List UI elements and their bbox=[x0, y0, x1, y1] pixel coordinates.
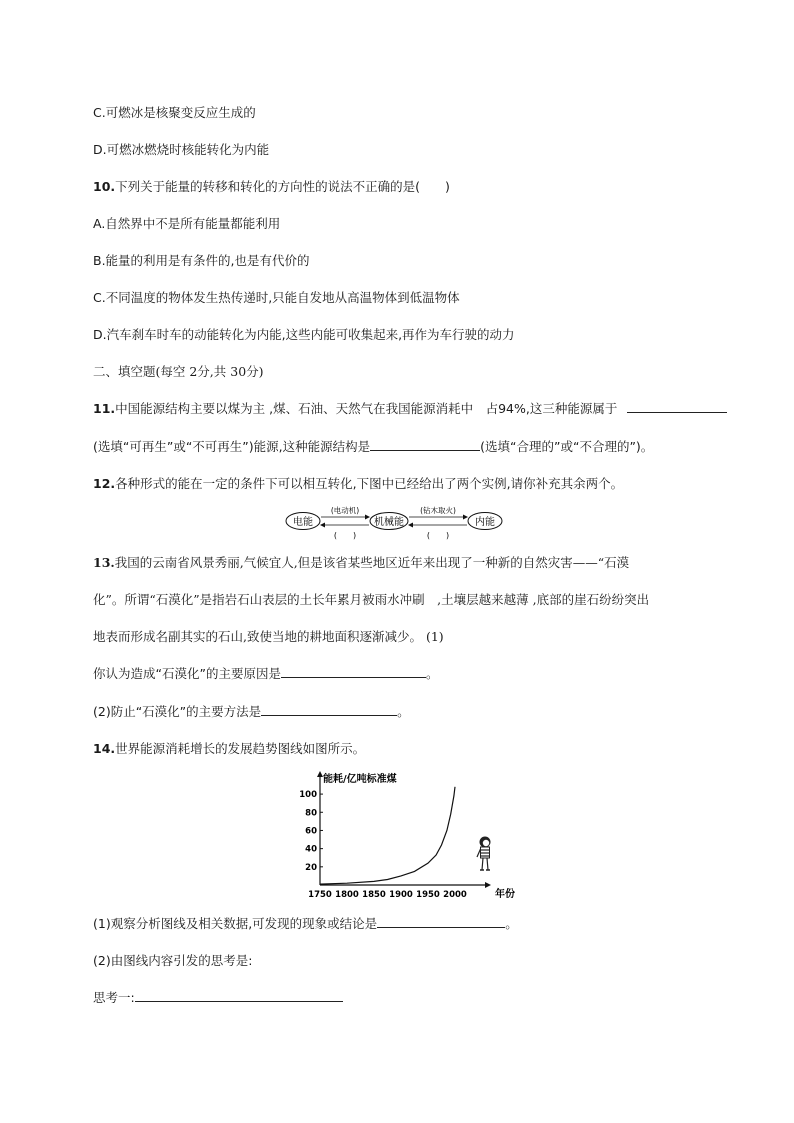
option-c-q10: C.不同温度的物体发生热传递时,只能自发地从高温物体到低温物体 bbox=[93, 290, 460, 305]
y-tick-label: 20 bbox=[305, 862, 317, 873]
question-text: 你认为造成“石漠化”的主要原因是 bbox=[93, 666, 281, 681]
question-14-think1 bbox=[93, 988, 343, 1006]
question-14-part1 bbox=[93, 914, 518, 932]
x-axis-arrow bbox=[485, 882, 491, 888]
question-text: (选填“合理的”或“不合理的”)。 bbox=[480, 439, 654, 454]
arrowhead bbox=[408, 523, 413, 528]
x-tick-label: 2000 bbox=[443, 890, 467, 900]
energy-consumption-chart bbox=[295, 768, 520, 903]
question-text: 思考一: bbox=[93, 990, 135, 1005]
question-text: (1)观察分析图线及相关数据,可发现的现象或结论是 bbox=[93, 916, 378, 931]
answer-blank[interactable] bbox=[281, 665, 426, 678]
question-number: 12. bbox=[93, 476, 116, 491]
question-text: 世界能源消耗增长的发展趋势图线如图所示。 bbox=[115, 741, 366, 756]
question-13-part1 bbox=[93, 664, 438, 682]
option-c-q9: C.可燃冰是核聚变反应生成的 bbox=[93, 105, 256, 120]
person-figure bbox=[477, 837, 491, 871]
arrow2-label: (钻木取火) bbox=[420, 506, 456, 515]
arrowhead bbox=[463, 515, 468, 520]
question-14-part2: (2)由图线内容引发的思考是: bbox=[93, 953, 253, 968]
energy-conversion-diagram bbox=[285, 505, 515, 541]
answer-blank[interactable] bbox=[627, 400, 727, 413]
x-tick-label: 1900 bbox=[389, 890, 413, 900]
y-tick-label: 80 bbox=[305, 808, 317, 819]
answer-blank[interactable] bbox=[377, 915, 505, 928]
question-13-line2: 化”。所谓“石漠化”是指岩石山表层的土长年累月被雨水冲刷 ,土壤层越来越薄 ,底部的崖石纷纷突出 bbox=[93, 592, 650, 607]
question-text: 各种形式的能在一定的条件下可以相互转化,下图中已经给出了两个实例,请你补充其余两个。 bbox=[115, 476, 624, 491]
node-mechanical-label: 机械能 bbox=[374, 517, 404, 528]
option-b-q10: B.能量的利用是有条件的,也是有代价的 bbox=[93, 253, 310, 268]
question-13-part2 bbox=[93, 702, 410, 720]
option-d-q10: D.汽车刹车时车的动能转化为内能,这些内能可收集起来,再作为车行驶的动力 bbox=[93, 327, 515, 342]
x-tick-label: 1750 bbox=[308, 890, 332, 900]
y-tick-label: 60 bbox=[305, 826, 317, 837]
question-13 bbox=[93, 553, 629, 571]
question-11 bbox=[93, 399, 727, 417]
question-text: (选填“可再生”或“不可再生”)能源,这种能源结构是 bbox=[93, 439, 371, 454]
y-tick-label: 40 bbox=[305, 844, 317, 855]
x-tick-label: 1950 bbox=[416, 890, 440, 900]
arrow2-blank[interactable]: ( ) bbox=[426, 531, 450, 540]
arrowhead bbox=[365, 515, 370, 520]
question-text: 中国能源结构主要以煤为主 ,煤、石油、天然气在我国能源消耗中 占94%,这三种能源属于 bbox=[115, 401, 618, 416]
question-13-line3: 地表而形成名副其实的石山,致使当地的耕地面积逐渐减少。 (1) bbox=[93, 629, 444, 644]
question-10 bbox=[93, 177, 450, 195]
x-tick-label: 1850 bbox=[362, 890, 386, 900]
y-tick-label: 100 bbox=[299, 790, 317, 801]
question-11-line2 bbox=[93, 437, 653, 455]
answer-blank[interactable] bbox=[370, 438, 480, 451]
question-text: 下列关于能量的转移和转化的方向性的说法不正确的是( ) bbox=[115, 179, 450, 194]
question-text: 。 bbox=[425, 666, 439, 681]
node-internal-label: 内能 bbox=[475, 517, 495, 528]
question-12 bbox=[93, 474, 623, 492]
x-axis-label: 年份 bbox=[495, 889, 515, 900]
arrowhead bbox=[320, 523, 325, 528]
y-axis-label: 能耗/亿吨标准煤 bbox=[323, 774, 397, 785]
question-number: 10. bbox=[93, 179, 116, 194]
node-electric-label: 电能 bbox=[293, 517, 313, 528]
question-14 bbox=[93, 739, 365, 757]
question-text: 我国的云南省风景秀丽,气候宜人,但是该省某些地区近年来出现了一种新的自然灾害——“石漠 bbox=[114, 555, 630, 570]
arrow1-blank[interactable]: ( ) bbox=[333, 531, 357, 540]
question-text: (2)防止“石漠化”的主要方法是 bbox=[93, 704, 262, 719]
question-text: 。 bbox=[397, 704, 410, 719]
option-d-q9: D.可燃冰燃烧时核能转化为内能 bbox=[93, 142, 270, 157]
answer-blank[interactable] bbox=[135, 989, 343, 1002]
question-number: 14. bbox=[93, 741, 116, 756]
question-number: 13. bbox=[93, 555, 115, 570]
section-heading: 二、填空题(每空 2分,共 30分) bbox=[93, 364, 264, 379]
consumption-curve bbox=[320, 787, 455, 884]
arrow1-label: (电动机) bbox=[330, 506, 360, 515]
question-text: 。 bbox=[505, 916, 518, 931]
question-number: 11. bbox=[93, 401, 116, 416]
option-a-q10: A.自然界中不是所有能量都能利用 bbox=[93, 216, 281, 231]
x-tick-label: 1800 bbox=[335, 890, 359, 900]
answer-blank[interactable] bbox=[261, 703, 397, 716]
